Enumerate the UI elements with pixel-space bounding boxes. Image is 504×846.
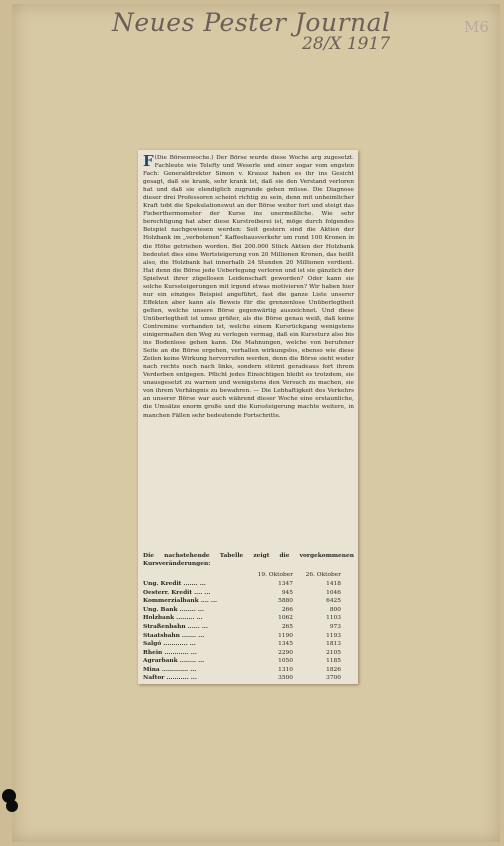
table-row xyxy=(143,648,354,657)
row-name: Kommerzialbank .... ... xyxy=(143,598,218,605)
row-name: Naftor ........... ... xyxy=(143,675,197,682)
row-value-b: 1046 xyxy=(326,589,341,596)
table-row xyxy=(143,666,354,675)
row-name: Straßenbahn ...... ... xyxy=(143,623,208,630)
table-header xyxy=(143,571,354,580)
handwritten-date: 28/X 1917 xyxy=(302,34,391,54)
table-row xyxy=(143,640,354,649)
article-text: (Die Börsenwoche.) Der Börse wurde diese Woche arg zugesetzt. Fachleute wie Telefty und Weserle und einer sogar vom engsten Fach: Generaldirektor Simon v. Krausz haben es ihr ins Gesicht gesagt, daß sie krank, sehr krank ist, daß sie den Verstand verloren hat und daß sie elendiglich zugrunde gehen müsse. Die Diagnose dieser drei Professoren scheint richtig zu sein, denn mit unheimlicher Kraft tobt die Spekulationswut an der Börse weiter fort und steigt das Fieberthermometer der Kurse ins unermeßliche. Wie sehr berechtigung hat aber diese Kurstreiberei ist, möge durch folgendes Beispiel nachgewiesen werden: Seit gestern sind die Aktien der Holzbank im „verbotenen“ Kaffeehausverkehr um rund 100 Kronen in die Höhe getrieben worden. Bei 200.000 Stück Aktien der Holzbank bedeutet dies eine Wertsteigerung von 20 Millionen Kronen, das heißt also, die Holzbank hat innerhalb 24 Stunden 20 Millionen verdient. Hat denn die Börse jede Ueberlegung verloren und ist sie gänzlich der Spielwut ihrer zügellosen Leidenschaft geworden? Oder kann sie solche Kurssteigerungen mit irgend etwas motivieren? Wir haben hier nur ein einziges Beispiel angeführt, fast die ganze Liste unserer Effekten aber kann als Beweis für die grenzenlose Unüberlegtheit gelten, welche unsere Börse gegenwärtig auszeichnet. Und diese Unüberlegtheit ist umso größer, als die Börse genau weiß, daß keine Contremine vorhanden ist, welche einem Kursrückgang wenigstens einigermaßen den Weg zu verlegen vermag, daß ein Kurssturz also bis ins Bodenlose gehen kann. Die Mahnungen, welche von berufener Seite an die Börse ergehen, verhallen wirkungslos, ebenso wie diese Zeilen keine Wirkung hervorrufen werden, denn die Börse sieht weder nach rechts noch nach links, sondern stürmt geradeaus fort ihrem Verderben entgegen. Pflicht jedes Einsichtigen bleibt es trotzdem, sie unausgesetzt zu warnen und wenigstens den Versuch zu machen, sie von ihrem Verhängnis zu bewahren. — Die Lebhaftigkeit des Verkehrs an unserer Börse war auch während dieser Woche eine erstaunliche, die Umsätze enorm große und die Kurssteigerung machte weitere, in manchen Fällen sehr bedeutende Fortschritte. xyxy=(143,155,354,419)
newspaper-clipping xyxy=(138,150,358,684)
row-value-b: 1193 xyxy=(326,632,341,639)
table-intro: Die nachstehende Tabelle zeigt die vorgekommenen Kursveränderungen: xyxy=(143,553,354,568)
row-value-b: 1813 xyxy=(326,641,341,648)
row-value-b: 3700 xyxy=(326,675,341,682)
row-name: Mina ............. ... xyxy=(143,666,197,673)
table-row xyxy=(143,614,354,623)
table-row xyxy=(143,605,354,614)
handwritten-source: Neues Pester Journal xyxy=(112,8,391,37)
row-value-a: 1062 xyxy=(278,615,293,622)
table-row xyxy=(143,657,354,666)
table-row xyxy=(143,674,354,683)
row-value-a: 1310 xyxy=(278,666,293,673)
table-row xyxy=(143,623,354,632)
row-value-a: 266 xyxy=(281,606,293,613)
row-name: Ung. Kredit ....... ... xyxy=(143,580,206,587)
row-value-a: 945 xyxy=(281,589,293,596)
table-row xyxy=(143,597,354,606)
row-name: Staatsbahn ....... ... xyxy=(143,632,205,639)
row-name: Rhein ............ ... xyxy=(143,649,197,656)
table-row xyxy=(143,588,354,597)
row-value-b: 2105 xyxy=(326,649,341,656)
row-value-b: 1418 xyxy=(326,580,341,587)
row-name: Salgó ............ ... xyxy=(143,641,196,648)
row-value-a: 1190 xyxy=(278,632,293,639)
row-name: Agrarbank ........ ... xyxy=(143,658,205,665)
drop-cap: F xyxy=(143,152,154,170)
header-col-a: 19. Oktober xyxy=(257,572,293,579)
article-body xyxy=(143,154,354,420)
row-value-b: 973 xyxy=(329,623,341,630)
table-row xyxy=(143,631,354,640)
row-name: Oesterr. Kredit .... ... xyxy=(143,589,211,596)
table-rows xyxy=(143,580,354,683)
row-value-a: 2290 xyxy=(278,649,293,656)
header-col-b: 26. Oktober xyxy=(305,572,341,579)
row-value-b: 1826 xyxy=(326,666,341,673)
row-value-a: 265 xyxy=(281,623,293,630)
row-value-a: 3500 xyxy=(278,675,293,682)
table-row xyxy=(143,580,354,589)
row-value-a: 1347 xyxy=(278,580,293,587)
row-value-b: 1103 xyxy=(326,615,341,622)
punch-hole xyxy=(6,800,18,812)
row-value-b: 1185 xyxy=(326,658,341,665)
row-value-a: 5880 xyxy=(278,598,293,605)
row-value-a: 1345 xyxy=(278,641,293,648)
row-value-b: 6425 xyxy=(326,598,341,605)
row-value-a: 1050 xyxy=(278,658,293,665)
archive-mark: M6 xyxy=(464,18,489,36)
row-name: Ung. Bank ........ ... xyxy=(143,606,204,613)
row-name: Holzbank ......... ... xyxy=(143,615,203,622)
row-value-b: 800 xyxy=(329,606,341,613)
price-table xyxy=(143,552,354,683)
